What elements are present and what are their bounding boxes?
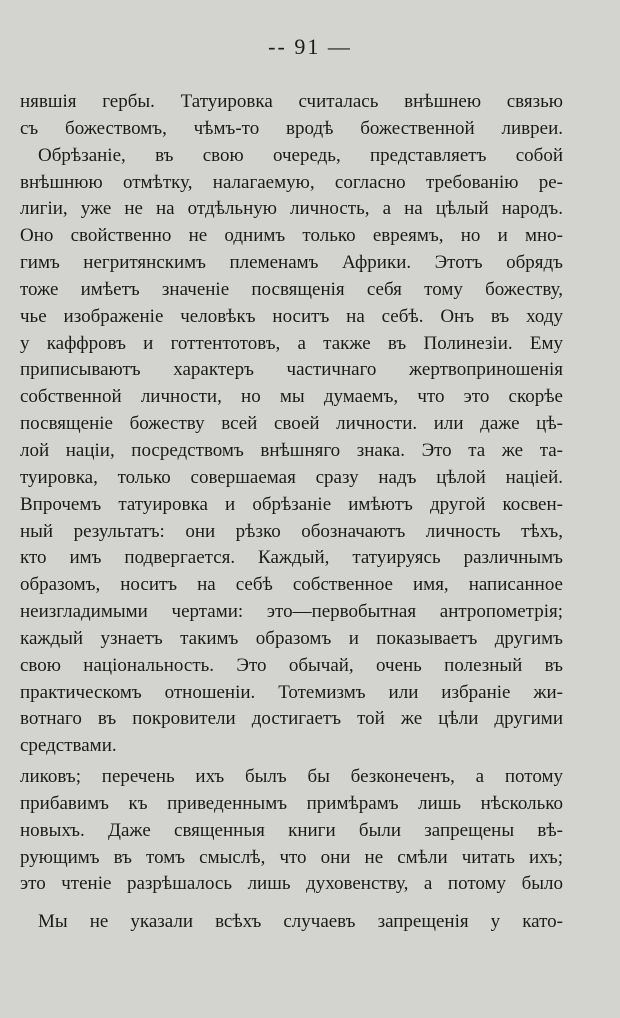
paragraph-block-continuation	[20, 764, 563, 898]
text-line: Обрѣзаніе, въ свою очередь, представляетъ собой	[38, 144, 563, 166]
text-line: кто имъ подвергается. Каждый, татуируясь различнымъ	[20, 547, 563, 569]
text-line: рующимъ въ томъ смыслѣ, что они не смѣли читать ихъ;	[20, 846, 563, 868]
text-line: вотнаго въ покровители достигаетъ той же цѣли другими	[20, 708, 563, 730]
text-line: свою національность. Это обычай, очень полезный въ	[20, 654, 563, 676]
text-line: новыхъ. Даже священныя книги были запрещены вѣ-	[20, 819, 563, 841]
text-line: внѣшнюю отмѣтку, налагаемую, согласно требованію ре-	[20, 171, 563, 193]
text-line: чье изображеніе человѣкъ носитъ на себѣ. Онъ въ ходу	[20, 305, 563, 327]
text-line: образомъ, носитъ на себѣ собственное имя, написанное	[20, 574, 563, 596]
text-line: посвященіе божеству всей своей личности. или даже цѣ-	[20, 413, 563, 435]
text-line: приписываютъ характеръ частичнаго жертвоприношенія	[20, 359, 563, 381]
text-line: ный результатъ: они рѣзко обозначаютъ личность тѣхъ,	[20, 520, 563, 542]
text-line: прибавимъ къ приведеннымъ примѣрамъ лишь нѣсколько	[20, 792, 563, 814]
page-number: -- 91 —	[268, 34, 352, 59]
text-line: средствами.	[20, 735, 117, 757]
text-line: практическомъ отношеніи. Тотемизмъ или избраніе жи-	[20, 681, 563, 703]
text-line: собственной личности, но мы думаемъ, что это скорѣе	[20, 386, 563, 408]
text-line: съ божествомъ, чѣмъ-то вродѣ божественной ливреи.	[20, 117, 563, 139]
text-line: у каффровъ и готтентотовъ, а также въ Полинезіи. Ему	[20, 332, 563, 354]
text-line: неизгладимыми чертами: это—первобытная антропометрія;	[20, 601, 563, 623]
text-line: гимъ негритянскимъ племенамъ Африки. Этотъ обрядъ	[20, 252, 563, 274]
paragraph-block-final	[20, 909, 563, 936]
text-line: тоже имѣетъ значеніе посвященія себя тому божеству,	[20, 278, 563, 300]
text-line: нявшія гербы. Татуировка считалась внѣшнею связью	[20, 91, 563, 112]
text-line: лигіи, уже не на отдѣльную личность, а на цѣлый народъ.	[20, 198, 563, 220]
text-line: туировка, только совершаемая сразу надъ цѣлой націей.	[20, 466, 563, 488]
text-line: Оно свойственно не однимъ только евреямъ, но и мно-	[20, 225, 563, 247]
text-line: ликовъ; перечень ихъ былъ бы безконеченъ, а потому	[20, 766, 563, 787]
text-line: это чтеніе разрѣшалось лишь духовенству, а потому было	[20, 873, 563, 895]
paragraph-block-main	[20, 89, 563, 760]
text-line: лой націи, посредствомъ внѣшняго знака. Это та же та-	[20, 439, 563, 461]
text-line: Впрочемъ татуировка и обрѣзаніе имѣютъ другой косвен-	[20, 493, 563, 515]
text-line: каждый узнаетъ такимъ образомъ и показываетъ другимъ	[20, 627, 563, 649]
text-line: Мы не указали всѣхъ случаевъ запрещенія у като-	[38, 911, 563, 932]
